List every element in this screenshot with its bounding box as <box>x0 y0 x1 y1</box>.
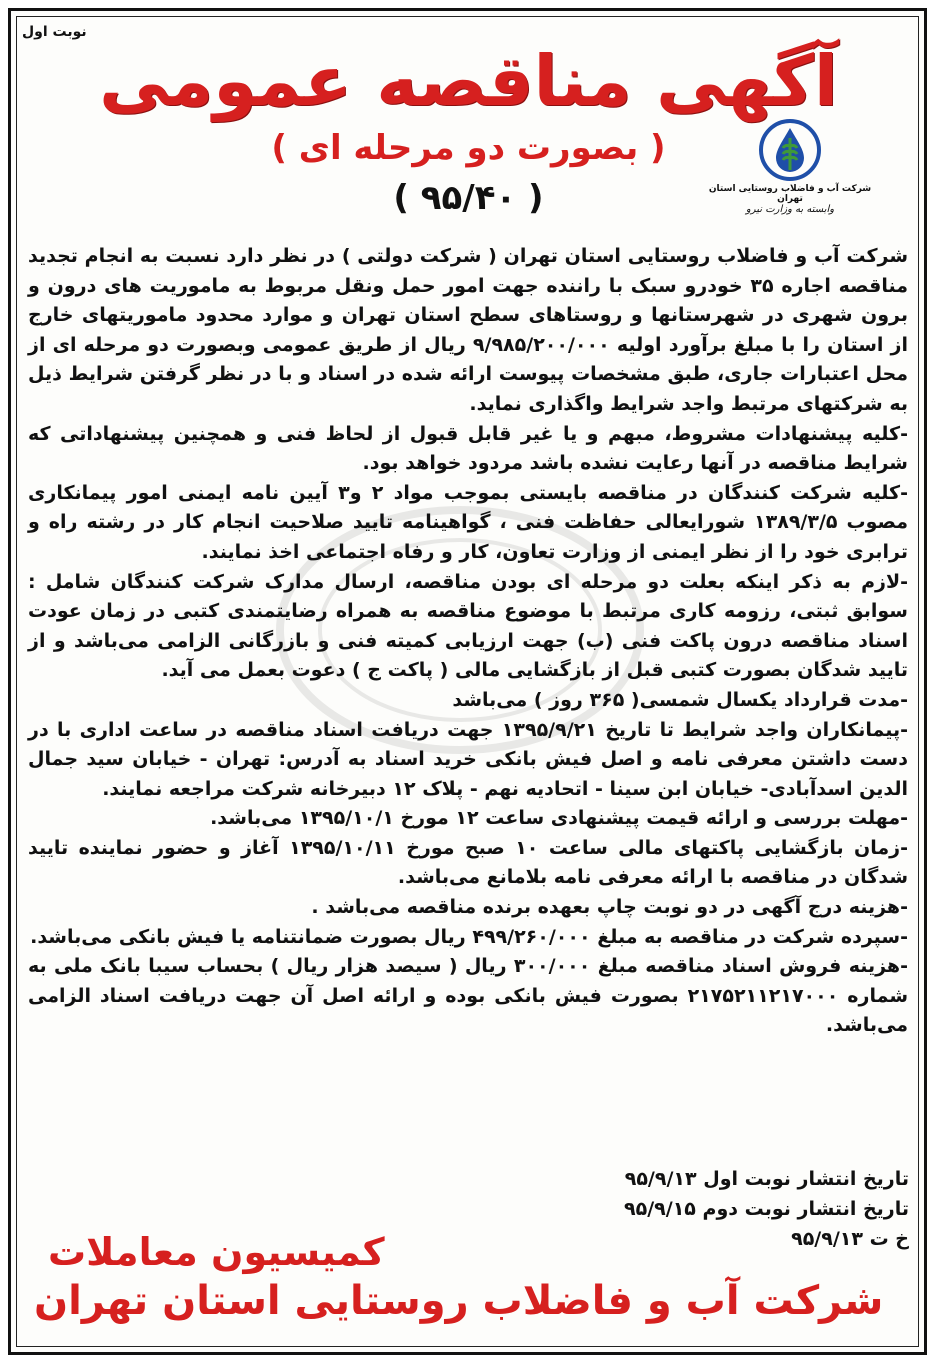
paragraph-deposit: -سپرده شرکت در مناقصه به مبلغ ۴۹۹/۲۶۰/۰۰۰ ریال بصورت ضمانتنامه یا فیش بانکی می‌باشد. <box>30 925 908 948</box>
paragraph-document-pickup: -پیمانکاران واجد شرایط تا تاریخ ۱۳۹۵/۹/۲۱ جهت دریافت اسناد مناقصه در ساعت اداری با در دست داشتن معرفی نامه و اصل فیش بانکی خرید اسناد به آدرس: تهران - خیابان سید جمال الدین اسدآبادی- خیابان ابن سینا - اتحادیه نهم - پلاک ۱۲ دبیرخانه شرکت مراجعه نمایند. <box>28 718 908 800</box>
paragraph-conditional-bids: -کلیه پیشنهادات مشروط، مبهم و یا غیر قابل قبول از لحاظ فنی و همچنین پیشنهاداتی که شرایط مناقصه در آنها رعایت نشده باشد مردود خواهد بود. <box>28 422 908 475</box>
second-publication-date: تاریخ انتشار نوبت دوم ۹۵/۹/۱۵ <box>624 1198 909 1220</box>
paragraph-submission-deadline: -مهلت بررسی و ارائه قیمت پیشنهادی ساعت ۱۲ مورخ ۱۳۹۵/۱۰/۱ می‌باشد. <box>210 807 908 830</box>
ad-body <box>28 242 908 1041</box>
reference-code: خ ت ۹۵/۹/۱۳ <box>791 1228 909 1250</box>
paragraph-ad-cost: -هزینه درج آگهی در دو نوبت چاپ بعهده برنده مناقصه می‌باشد . <box>311 896 908 919</box>
tender-number: ( ۹۵/۴۰ ) <box>393 178 544 218</box>
company-logo <box>700 118 880 228</box>
publication-round-label: نوبت اول <box>22 24 87 40</box>
ad-title: آگهی مناقصه عمومی <box>99 40 838 122</box>
first-publication-date: تاریخ انتشار نوبت اول ۹۵/۹/۱۳ <box>624 1168 909 1190</box>
logo-tagline: وابسته به وزارت نیرو <box>745 204 835 215</box>
logo-company-name: شرکت آب و فاضلاب روستایی استان تهران <box>708 184 872 204</box>
paragraph-safety-certificate: -کلیه شرکت کنندگان در مناقصه بایستی بموجب مواد ۲ و۳ آیین نامه ایمنی امور پیمانکاری مصوب ۱۳۸۹/۳/۵ شورایعالی حفاظت فنی ، گواهینامه تایید صلاحیت انجام کار در رشته راه و ترابری خود را از نظر ایمنی از وزارت تعاون، کار و رفاه اجتماعی اخذ نمایند. <box>28 481 908 563</box>
paragraph-contract-duration: -مدت قرارداد یکسال شمسی( ۳۶۵ روز ) می‌باشد <box>452 688 908 711</box>
paragraph-two-stage-documents: -لازم به ذکر اینکه بعلت دو مرحله ای بودن مناقصه، ارسال مدارک شرکت کنندگان شامل : سوابق ثبتی، رزومه کاری مرتبط با موضوع مناقصه به همراه رضایتمندی کتبی در زمان عودت اسناد مناقصه درون پاکت فنی (ب) جهت ارزیابی کمیته فنی و بازرگانی الزامی می‌باشد و از تایید شدگان بصورت کتبی قبل از بازگشایی مالی ( پاکت ج ) دعوت بعمل می آید. <box>28 570 908 682</box>
paragraph-opening-time: -زمان بازگشایی پاکتهای مالی ساعت ۱۰ صبح مورخ ۱۳۹۵/۱۰/۱۱ آغاز و حضور نماینده تایید شدگان در مناقصه با ارائه معرفی نامه بلامانع می‌باشد. <box>28 836 908 889</box>
paragraph-document-fee: -هزینه فروش اسناد مناقصه مبلغ ۳۰۰/۰۰۰ ریال ( سیصد هزار ریال ) بحساب سیبا بانک ملی به شماره ۲۱۷۵۲۱۱۲۱۷۰۰۰ بصورت فیش بانکی بوده و ارائه اصل آن جهت دریافت اسناد الزامی می‌باشد. <box>28 955 909 1037</box>
water-drop-wheat-icon <box>758 118 822 182</box>
signature-company: شرکت آب و فاضلاب روستایی استان تهران <box>34 1278 884 1324</box>
signature-commission: کمیسیون معاملات <box>48 1230 385 1274</box>
paragraph-intro: شرکت آب و فاضلاب روستایی استان تهران ( شرکت دولتی ) در نظر دارد نسبت به انجام تجدید مناقصه اجاره ۳۵ خودرو سبک با راننده جهت امور حمل ونقل مربوط به ماموریت های درون و برون شهری در شهرستانها و روستاهای سطح استان تهران و موارد محدود ماموریتهای خارج از استان را با مبلغ برآورد اولیه ۹/۹۸۵/۲۰۰/۰۰۰ ریال از طریق عمومی وبصورت دو مرحله ای از محل اعتبارات جاری، طبق مشخصات پیوست ارائه شده در اسناد و با در نظر گرفتن شرایط ذیل به شرکتهای مرتبط واجد شرایط واگذاری نماید. <box>28 245 908 415</box>
ad-subtitle: ( بصورت دو مرحله ای ) <box>271 128 666 168</box>
